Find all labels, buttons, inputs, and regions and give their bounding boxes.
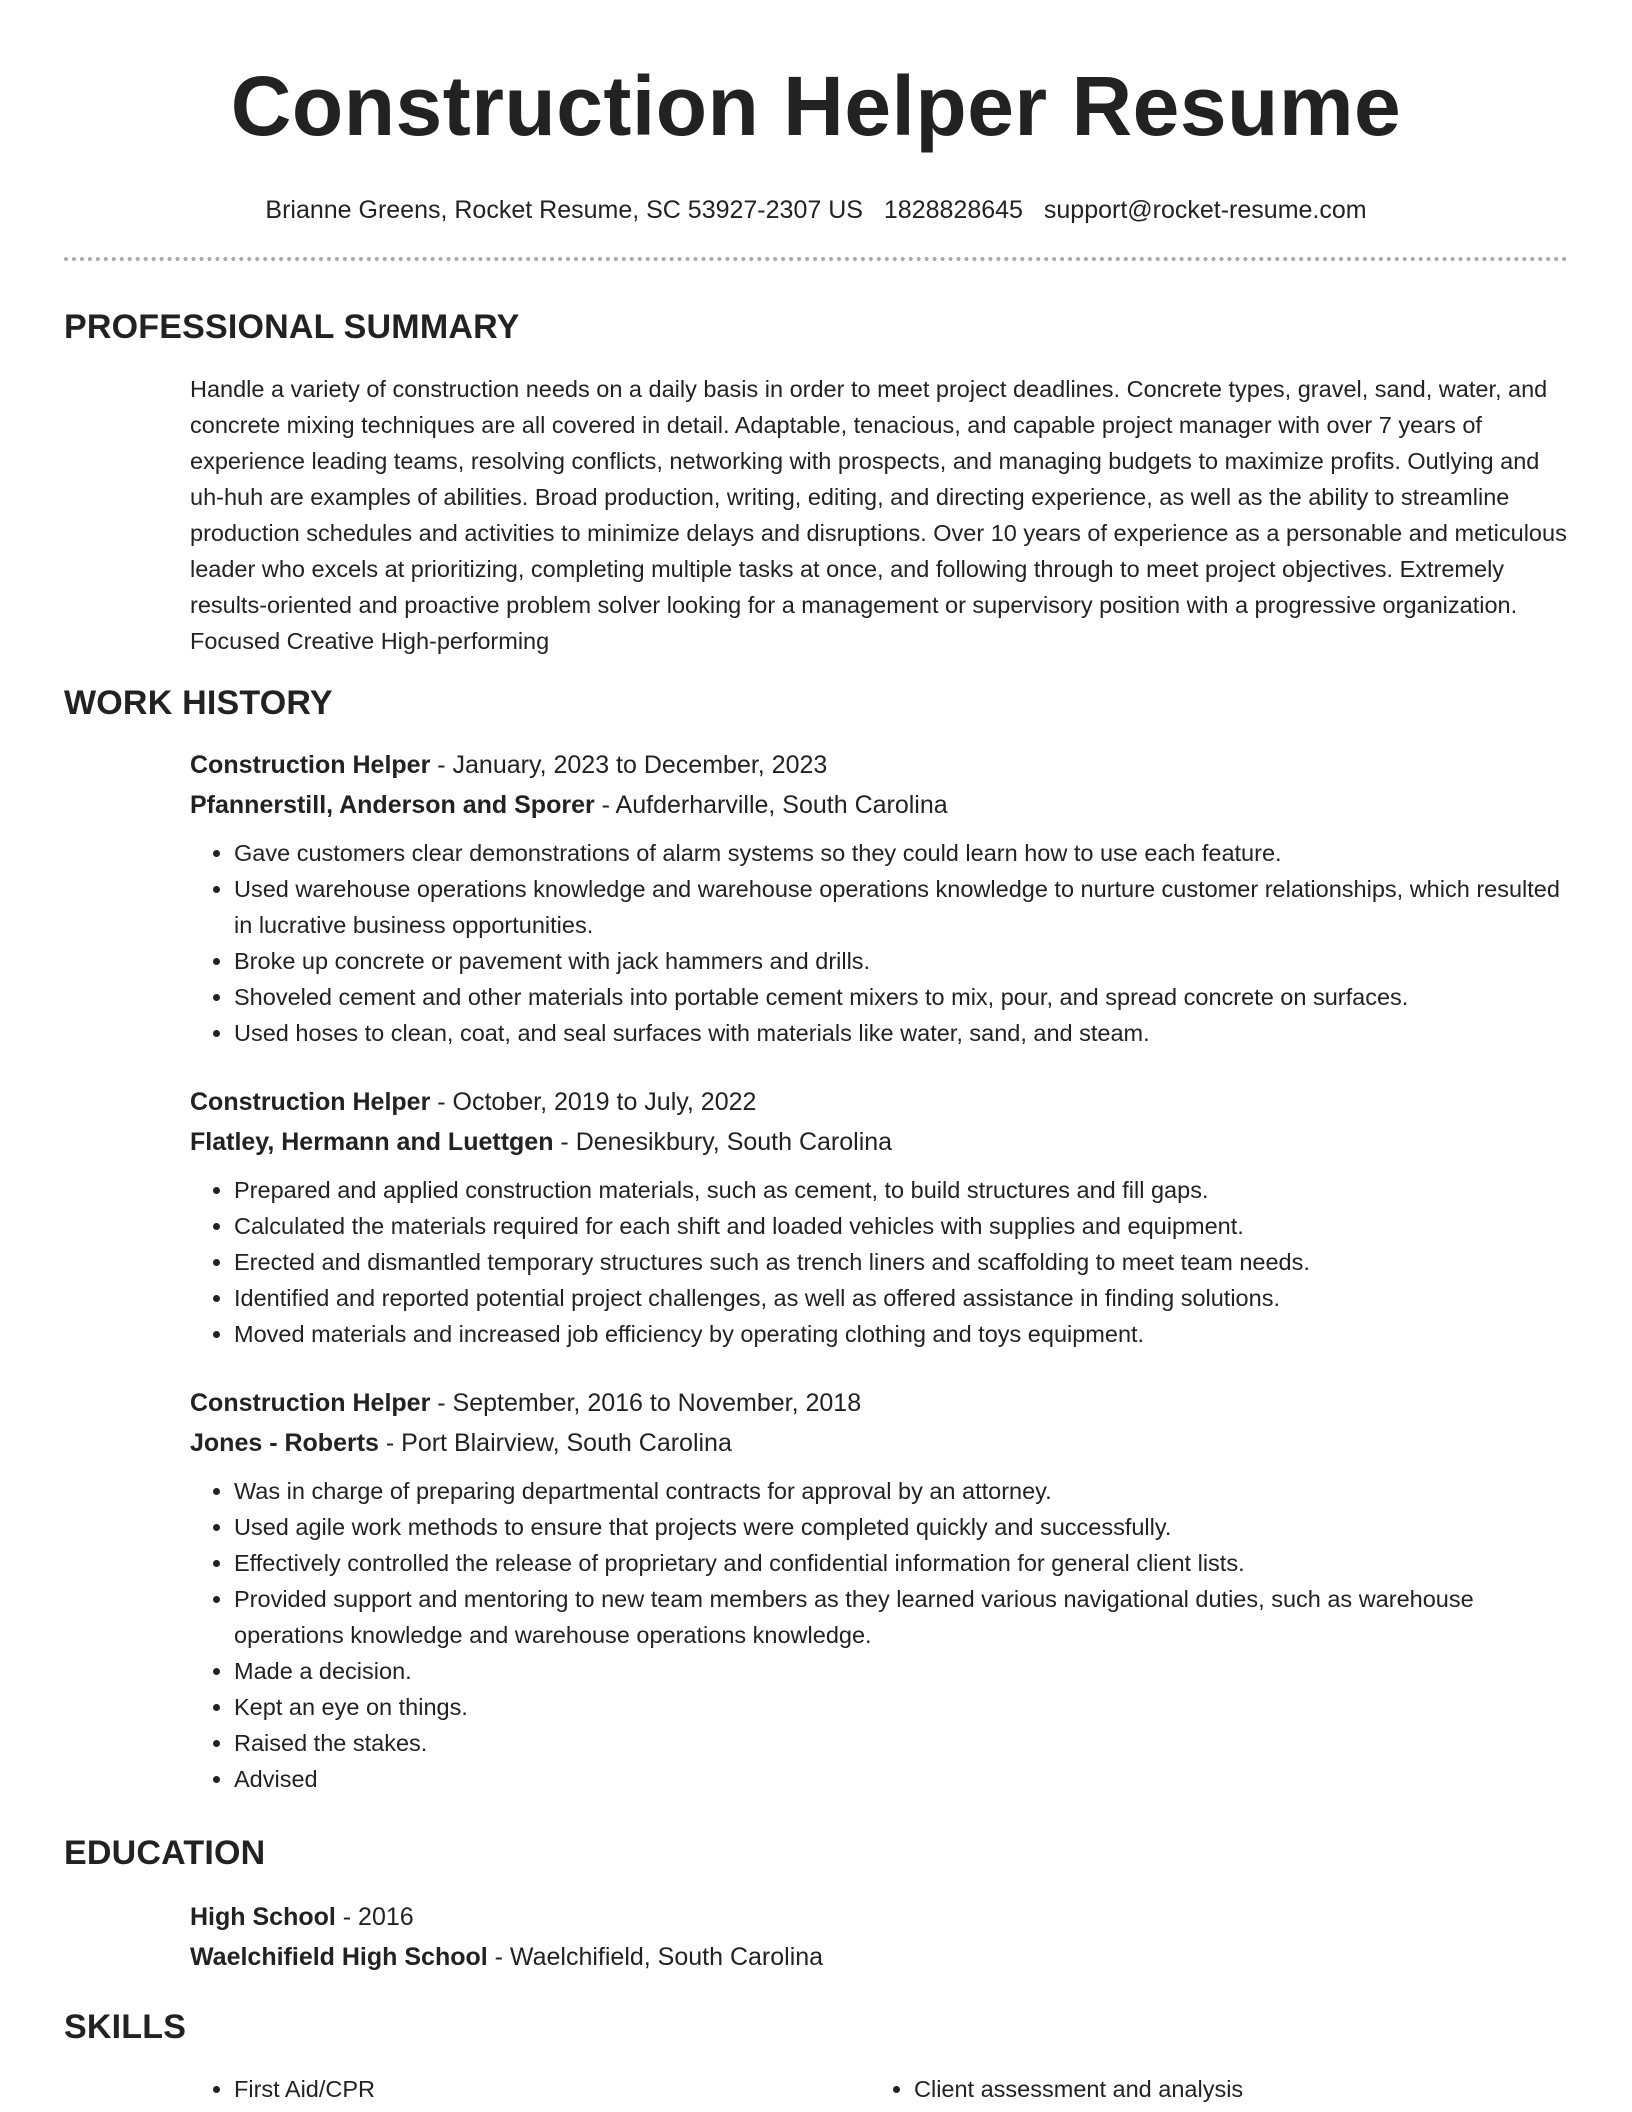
skills-column-left bbox=[190, 2071, 870, 2107]
job-bullet: • Effectively controlled the release of proprietary and confidential information for general client lists. bbox=[234, 1545, 1568, 1581]
job-title-line bbox=[190, 1082, 1568, 1122]
job-bullet: • Kept an eye on things. bbox=[234, 1689, 1568, 1725]
education-degree-line bbox=[190, 1897, 1568, 1937]
job-company: Flatley, Hermann and Luettgen bbox=[190, 1128, 554, 1156]
job-title: Construction Helper bbox=[190, 751, 431, 779]
job-bullet: • Used warehouse operations knowledge and warehouse operations knowledge to nurture customer relationships, which resulted in lucrative business opportunities. bbox=[234, 871, 1568, 943]
contact-email: support@rocket-resume.com bbox=[1043, 196, 1367, 224]
skills-list bbox=[190, 2071, 1568, 2107]
job-bullet: • Gave customers clear demonstrations of alarm systems so they could learn how to use each feature. bbox=[234, 835, 1568, 871]
job-dates: - October, 2019 to July, 2022 bbox=[430, 1088, 757, 1116]
job-bullet: • Broke up concrete or pavement with jack hammers and drills. bbox=[234, 943, 1568, 979]
job-bullet: • Made a decision. bbox=[234, 1653, 1568, 1689]
job-bullets bbox=[190, 1473, 1568, 1797]
job-company: Jones - Roberts bbox=[190, 1429, 379, 1457]
job-bullet: • Advised bbox=[234, 1761, 1568, 1797]
work-history-heading: WORK HISTORY bbox=[64, 684, 333, 722]
skill-item: • First Aid/CPR bbox=[234, 2071, 870, 2107]
job-entry bbox=[190, 1383, 1568, 1797]
job-title-line bbox=[190, 1383, 1568, 1423]
job-bullet: • Identified and reported potential project challenges, as well as offered assistance in finding solutions. bbox=[234, 1280, 1568, 1316]
job-company-line bbox=[190, 785, 1568, 825]
education-entry bbox=[190, 1897, 1568, 1977]
education-degree: High School bbox=[190, 1903, 336, 1931]
job-company-line bbox=[190, 1423, 1568, 1463]
skills-heading: SKILLS bbox=[64, 2008, 187, 2046]
job-bullets bbox=[190, 1172, 1568, 1352]
job-title: Construction Helper bbox=[190, 1389, 431, 1417]
contact-phone: 1828828645 bbox=[883, 196, 1023, 224]
job-bullet: • Was in charge of preparing departmental contracts for approval by an attorney. bbox=[234, 1473, 1568, 1509]
job-title-line bbox=[190, 745, 1568, 785]
header-divider bbox=[64, 257, 1568, 261]
job-dates: - January, 2023 to December, 2023 bbox=[430, 751, 828, 779]
contact-address: Brianne Greens, Rocket Resume, SC 53927-2307 US bbox=[265, 196, 863, 224]
education-school: Waelchifield High School bbox=[190, 1943, 488, 1971]
job-bullet: • Calculated the materials required for each shift and loaded vehicles with supplies and equipment. bbox=[234, 1208, 1568, 1244]
job-title: Construction Helper bbox=[190, 1088, 431, 1116]
job-entry bbox=[190, 745, 1568, 1051]
job-bullet: • Erected and dismantled temporary structures such as trench liners and scaffolding to meet team needs. bbox=[234, 1244, 1568, 1280]
job-bullet: • Shoveled cement and other materials into portable cement mixers to mix, pour, and spread concrete on surfaces. bbox=[234, 979, 1568, 1015]
skills-column-right bbox=[870, 2071, 1550, 2107]
job-bullets bbox=[190, 835, 1568, 1051]
job-bullet: • Raised the stakes. bbox=[234, 1725, 1568, 1761]
job-company: Pfannerstill, Anderson and Sporer bbox=[190, 791, 595, 819]
job-bullet: • Provided support and mentoring to new team members as they learned various navigational duties, such as warehouse operations knowledge and warehouse operations knowledge. bbox=[234, 1581, 1568, 1653]
job-dates: - September, 2016 to November, 2018 bbox=[430, 1389, 862, 1417]
education-location: - Waelchifield, South Carolina bbox=[487, 1943, 824, 1971]
education-school-line bbox=[190, 1937, 1568, 1977]
skill-item: • Client assessment and analysis bbox=[914, 2071, 1550, 2107]
summary-heading: PROFESSIONAL SUMMARY bbox=[64, 308, 520, 346]
job-bullet: • Used hoses to clean, coat, and seal surfaces with materials like water, sand, and steam. bbox=[234, 1015, 1568, 1051]
education-year: - 2016 bbox=[335, 1903, 414, 1931]
job-location: - Denesikbury, South Carolina bbox=[553, 1128, 893, 1156]
contact-line bbox=[64, 194, 1568, 226]
summary-text: Handle a variety of construction needs on a daily basis in order to meet project deadlines. Concrete types, gravel, sand, water, and concrete mixing techniques are all covered in detail. Adaptable, tenacious, and capable project manager with over 7 years of experience leading teams, resolving conflicts, networking with prospects, and managing budgets to maximize profits. Outlying and uh-huh are examples of abilities. Broad production, writing, editing, and directing experience, as well as the ability to streamline production schedules and activities to minimize delays and disruptions. Over 10 years of experience as a personable and meticulous leader who excels at prioritizing, completing multiple tasks at once, and following through to meet project objectives. Extremely results-oriented and proactive problem solver looking for a management or supervisory position with a progressive organization. Focused Creative High-performing bbox=[190, 376, 1567, 654]
job-bullet: • Moved materials and increased job efficiency by operating clothing and toys equipment. bbox=[234, 1316, 1568, 1352]
job-bullet: • Used agile work methods to ensure that projects were completed quickly and successfully. bbox=[234, 1509, 1568, 1545]
resume-title: Construction Helper Resume bbox=[230, 59, 1402, 153]
job-company-line bbox=[190, 1122, 1568, 1162]
job-location: - Port Blairview, South Carolina bbox=[378, 1429, 732, 1457]
job-bullet: • Prepared and applied construction materials, such as cement, to build structures and fill gaps. bbox=[234, 1172, 1568, 1208]
job-entry bbox=[190, 1082, 1568, 1352]
job-location: - Aufderharville, South Carolina bbox=[594, 791, 948, 819]
education-heading: EDUCATION bbox=[64, 1834, 266, 1872]
